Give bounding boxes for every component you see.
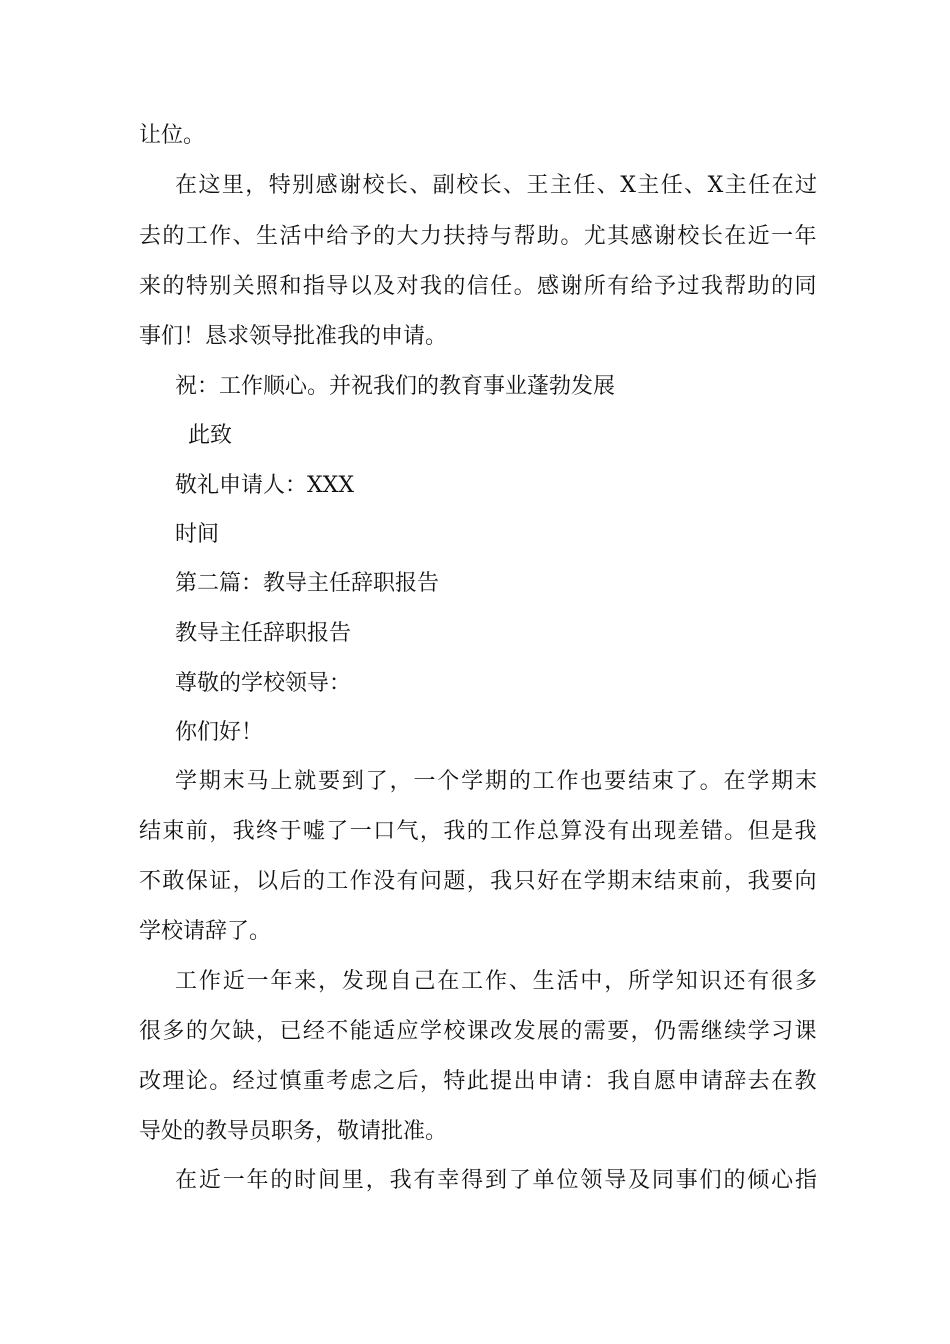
report-title: 教导主任辞职报告 bbox=[175, 621, 352, 646]
paragraph-line: 很多的欠缺，已经不能适应学校课改发展的需要，仍需继续学习课 bbox=[139, 1019, 817, 1044]
paragraph-line: 来的特别关照和指导以及对我的信任。感谢所有给予过我帮助的同 bbox=[139, 274, 817, 299]
paragraph-line: 去的工作、生活中给予的大力扶持与帮助。尤其感谢校长在近一年 bbox=[139, 224, 817, 249]
section-heading: 第二篇：教导主任辞职报告 bbox=[175, 571, 440, 596]
paragraph-line: 学期末马上就要到了，一个学期的工作也要结束了。在学期末 bbox=[175, 769, 817, 794]
paragraph-line: 学校请辞了。 bbox=[139, 919, 272, 944]
paragraph-line: 结束前，我终于嘘了一口气，我的工作总算没有出现差错。但是我 bbox=[139, 819, 817, 844]
paragraph-line: 事们！恳求领导批准我的申请。 bbox=[139, 324, 448, 349]
paragraph-line: 改理论。经过慎重考虑之后，特此提出申请：我自愿申请辞去在教 bbox=[139, 1069, 817, 1094]
paragraph-line: 不敢保证，以后的工作没有问题，我只好在学期末结束前，我要向 bbox=[139, 869, 817, 894]
paragraph-line: 让位。 bbox=[139, 123, 206, 148]
date-label: 时间 bbox=[175, 522, 220, 547]
applicant-signature: 敬礼申请人：XXX bbox=[175, 473, 354, 498]
paragraph-line: 在这里，特别感谢校长、副校长、王主任、X主任、X主任在过 bbox=[175, 173, 817, 198]
closing-wish: 祝：工作顺心。并祝我们的教育事业蓬勃发展 bbox=[175, 374, 616, 399]
paragraph-line: 在近一年的时间里，我有幸得到了单位领导及同事们的倾心指 bbox=[175, 1168, 817, 1193]
salutation-cizhi: 此致 bbox=[188, 423, 233, 448]
greeting: 你们好！ bbox=[175, 720, 264, 745]
paragraph-line: 工作近一年来，发现自己在工作、生活中，所学知识还有很多 bbox=[175, 969, 817, 994]
paragraph-line: 导处的教导员职务，敬请批准。 bbox=[139, 1119, 448, 1144]
addressee: 尊敬的学校领导： bbox=[175, 671, 352, 696]
